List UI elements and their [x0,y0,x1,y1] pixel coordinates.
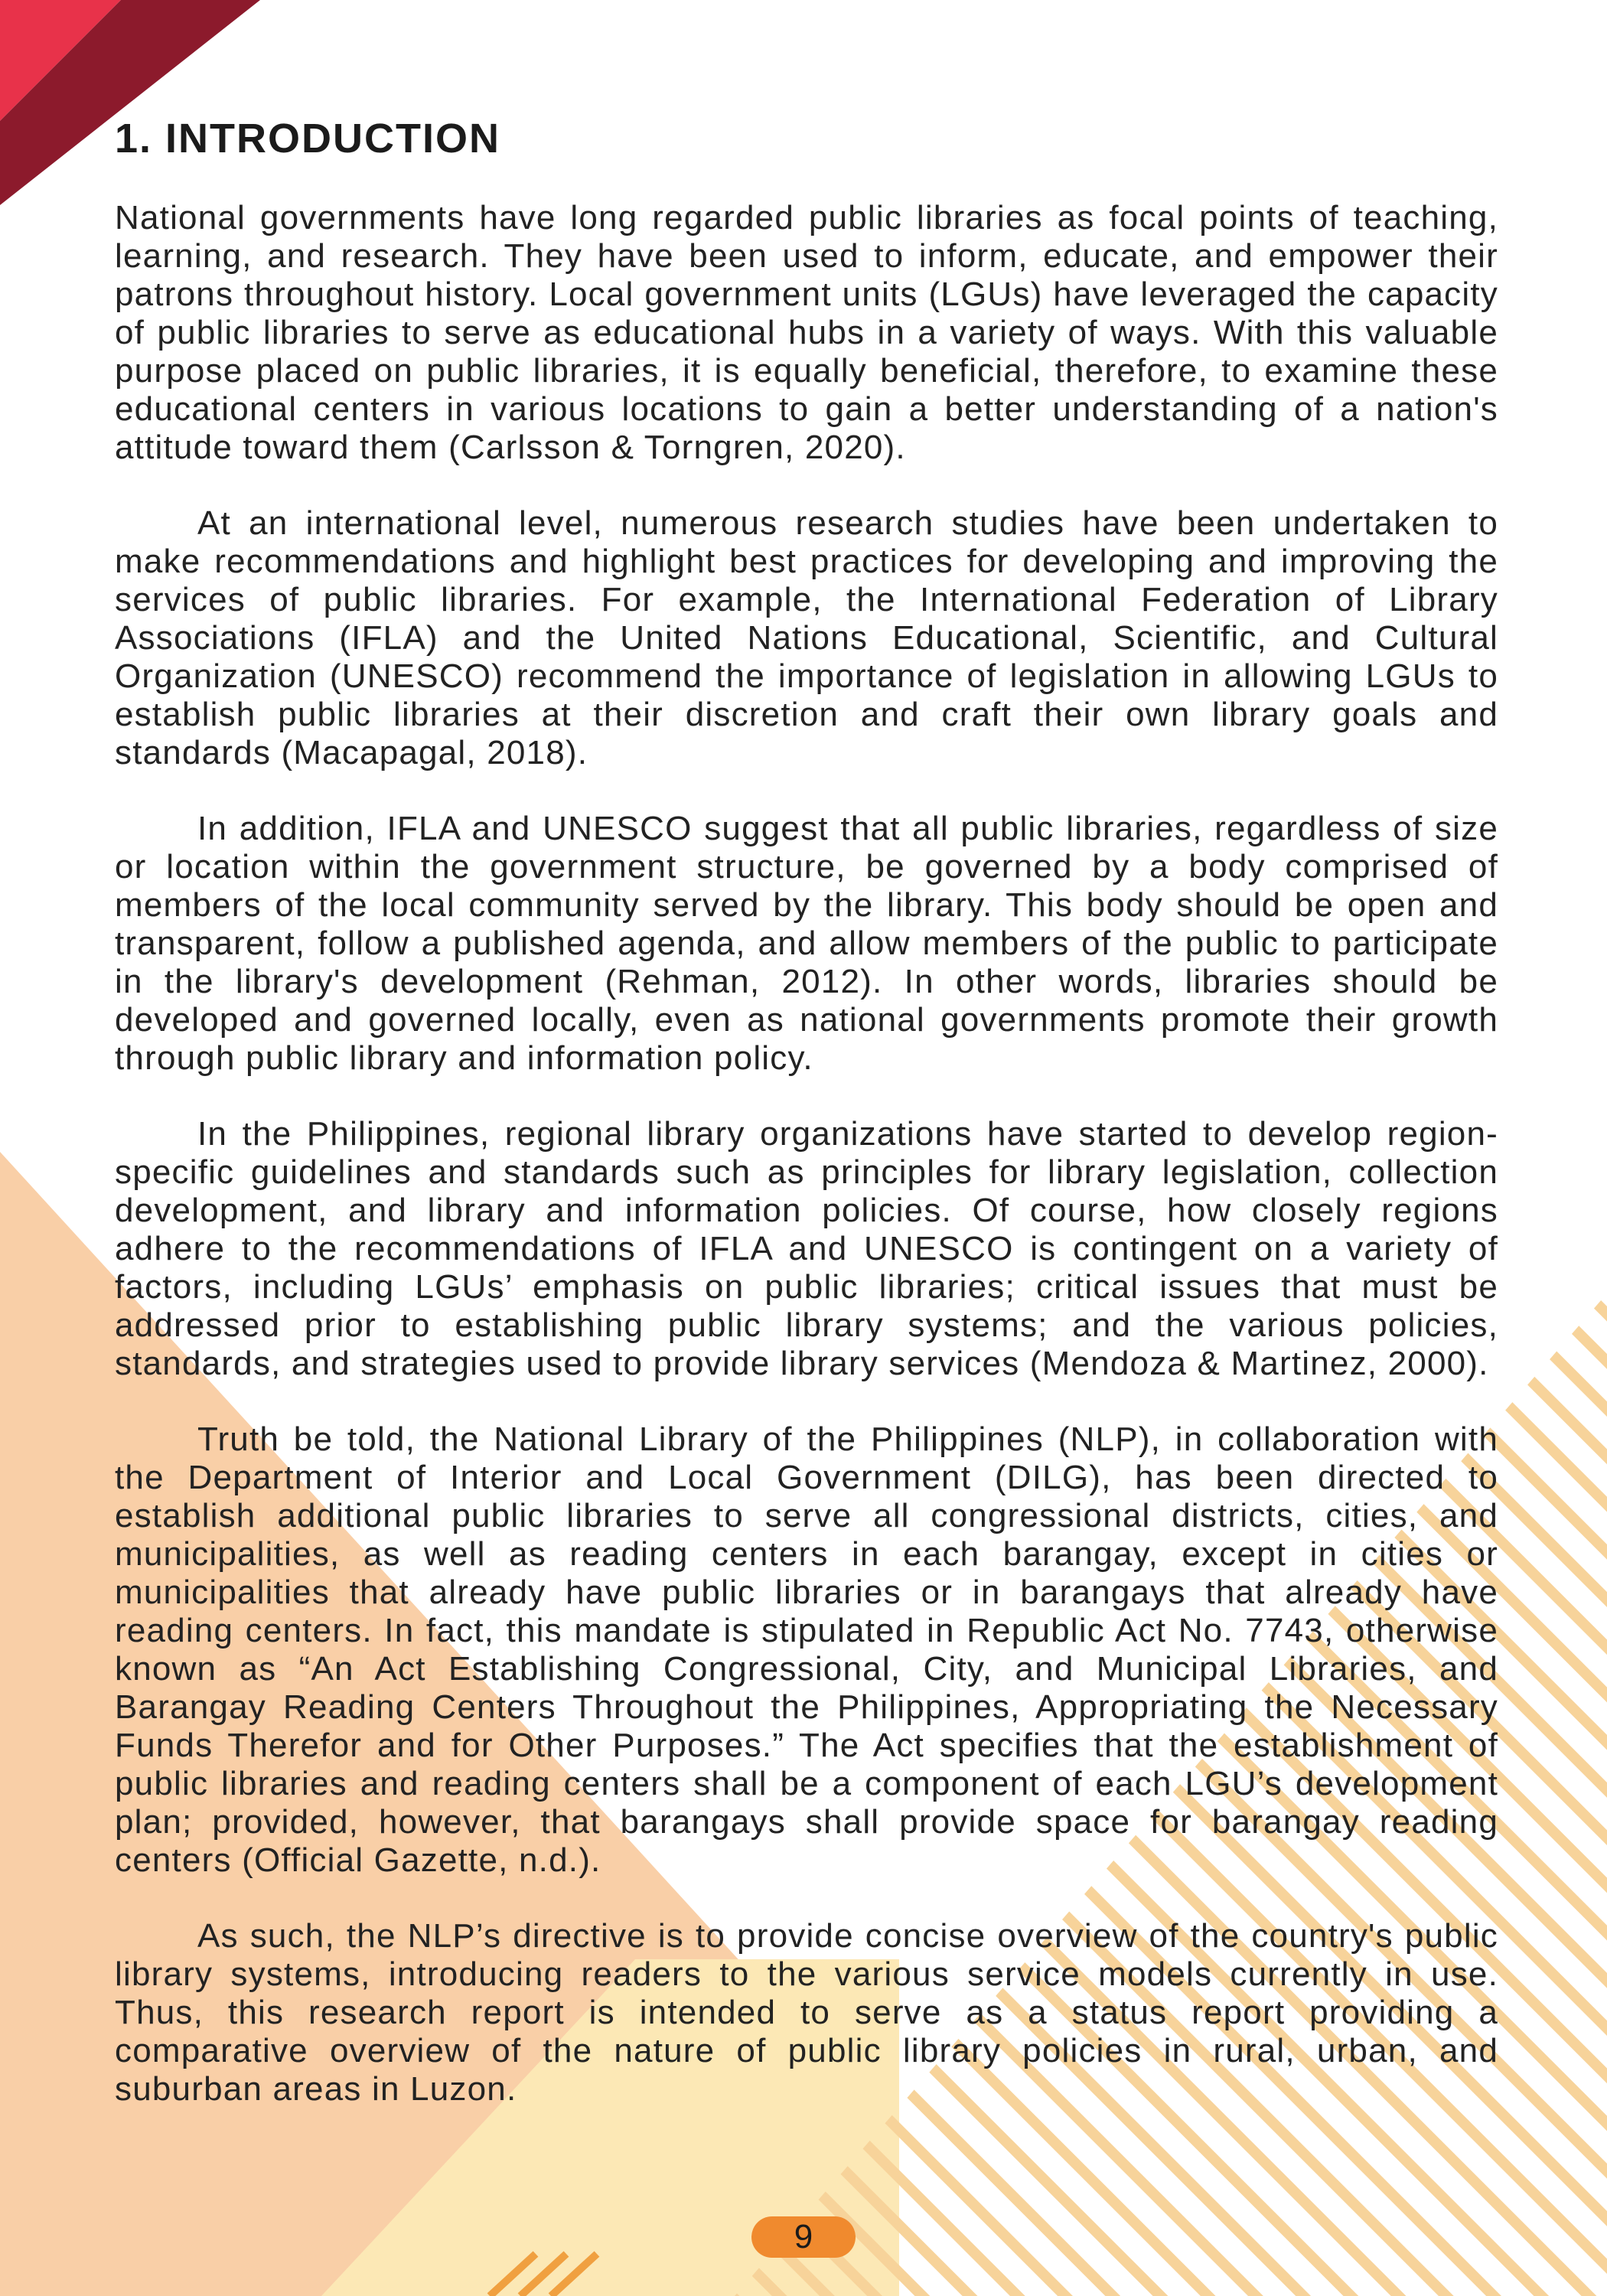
paragraph-3: In addition, IFLA and UNESCO suggest that all public libraries, regardless of size or location within the government structure, be governed by a body comprised of members of the local community served by the library. This body should be open and transparent, follow a published agenda, and allow members of the public to participate in the library's development (Rehman, 2012). In other words, libraries should be developed and governed locally, even as national governments promote their growth through public library and information policy. [115,810,1498,1077]
article-body [115,115,1498,2146]
page-number-badge: 9 [751,2216,856,2258]
section-heading: 1. INTRODUCTION [115,116,501,161]
paragraph-1: National governments have long regarded public libraries as focal points of teaching, learning, and research. They have been used to inform, educate, and empower their patrons throughout history. Local government units (LGUs) have leveraged the capacity of public libraries to serve as educational hubs in a variety of ways. With this valuable purpose placed on public libraries, it is equally beneficial, therefore, to examine these educational centers in various locations to gain a better understanding of a nation's attitude toward them (Carlsson & Torngren, 2020). [115,199,1498,466]
paragraph-4: In the Philippines, regional library organizations have started to develop region-specific guidelines and standards such as principles for library legislation, collection development, and library and information policies. Of course, how closely regions adhere to the recommendations of IFLA and UNESCO is contingent on a variety of factors, including LGUs’ emphasis on public libraries; critical issues that must be addressed prior to establishing public library systems; and the various policies, standards, and strategies used to provide library services (Mendoza & Martinez, 2000). [115,1115,1498,1382]
paragraph-6: As such, the NLP’s directive is to provide concise overview of the country's public library systems, introducing readers to the various service models currently in use. Thus, this research report is intended to serve as a status report providing a comparative overview of the nature of public library policies in rural, urban, and suburban areas in Luzon. [115,1917,1498,2108]
paragraph-5: Truth be told, the National Library of the Philippines (NLP), in collaboration with the Department of Interior and Local Government (DILG), has been directed to establish additional public libraries to serve all congressional districts, cities, and municipalities, as well as reading centers in each barangay, except in cities or municipalities that already have public libraries or in barangays that already have reading centers. In fact, this mandate is stipulated in Republic Act No. 7743, otherwise known as “An Act Establishing Congressional, City, and Municipal Libraries, and Barangay Reading Centers Throughout the Philippines, Appropriating the Necessary Funds Therefor and for Other Purposes.” The Act specifies that the establishment of public libraries and reading centers shall be a component of each LGU’s development plan; provided, however, that barangays shall provide space for barangay reading centers (Official Gazette, n.d.). [115,1420,1498,1879]
paragraph-2: At an international level, numerous research studies have been undertaken to make recommendations and highlight best practices for developing and improving the services of public libraries. For example, the International Federation of Library Associations (IFLA) and the United Nations Educational, Scientific, and Cultural Organization (UNESCO) recommend the importance of legislation in allowing LGUs to establish public libraries at their discretion and craft their own library goals and standards (Macapagal, 2018). [115,504,1498,771]
